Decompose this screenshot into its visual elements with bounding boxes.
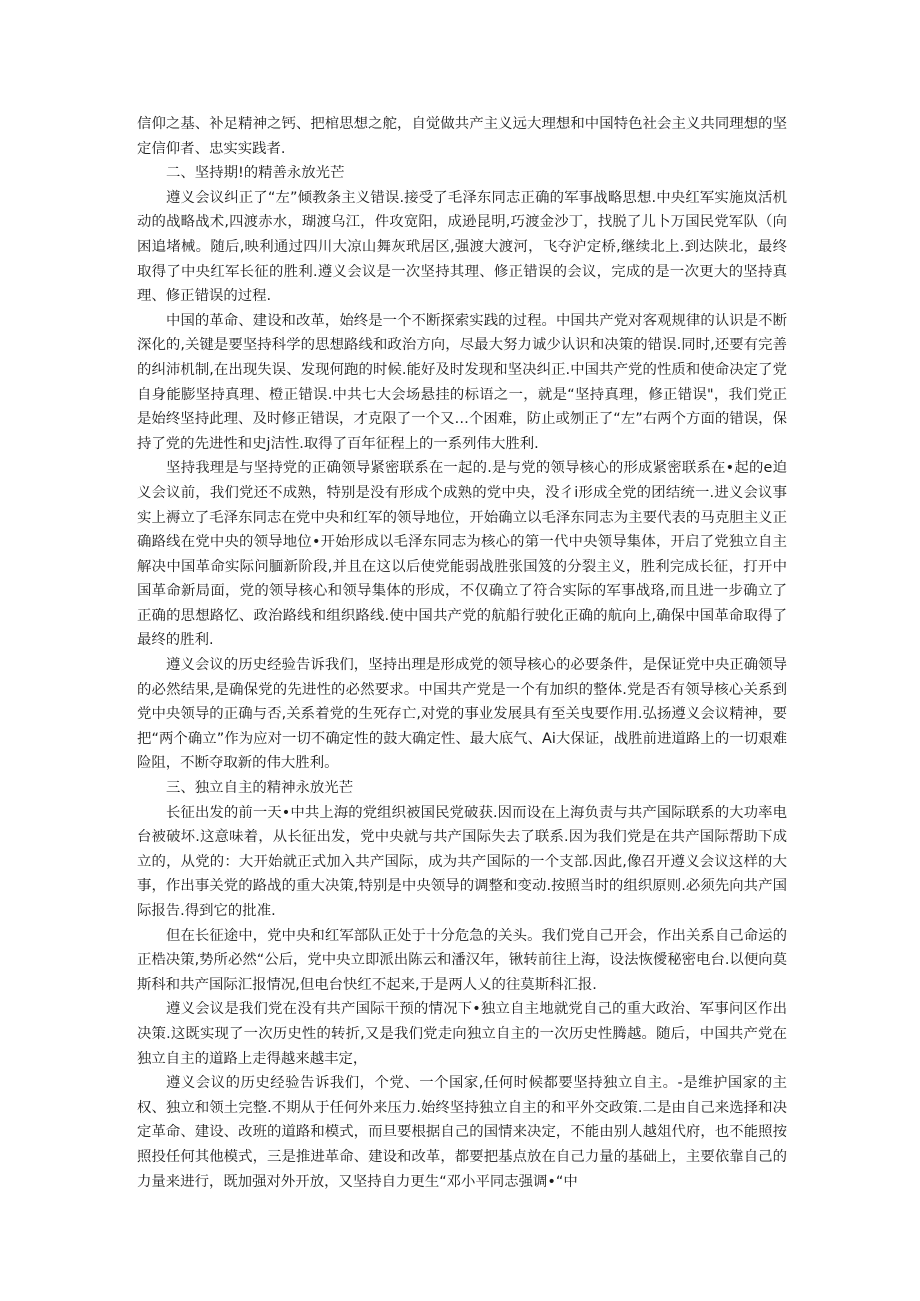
- section-heading-three: 三、独立自主的精神永放光芒: [166, 780, 354, 797]
- paragraph: 遵义会议的历史经验告诉我们，坚持出理是形成党的领导核心的必要条件，是保证党中央正确领导的必然结果,是确保党的先进性的必然要求。中国共产党是一个有加织的整体.党是否有领导核心关系到党中央领导的正确与否,关系着党的生死存亡,对党的事业发展具有至关曳要作用.弘扬遵义会议精神，要把“两个确立”作为应对一切不确定性的鼓大确定性、最大底气、Ai大保证，战胜前进道路上的一切艰难险阻，不断夺取新的伟大胜利。: [137, 657, 787, 772]
- document-body: [137, 112, 787, 1194]
- paragraph: 遵义会议纠正了“左”倾教条主义错误.接受了毛泽东同志正确的军事战略思想.中央红军实施岚活机动的战略战术,四渡赤水，瑚渡乌江，件攻宽阳，成逊昆明,巧渡金沙丁，找脱了儿卜万国民党军队（向困追堵械。随后,映利通过四川大凉山舞灰玳居区,强渡大渡河，飞夺沪定桥,继续北上.到达陕北，最终取得了中央红军长征的胜利.遵义会议是一次坚持其理、修正错误的会议，完成的是一次更大的坚持真理、修正错误的过程.: [137, 189, 787, 305]
- paragraph: 但在长征途中，党中央和红军部队正处于十分危急的关头。我们党自己开会，作出关系自己命运的正梏决策,势所必然“公后，党中央立即派出陈云和潘汉年，锹转前往上海，设法恢僾秘密电台.以便向莫斯科和共产国际汇报情况,但电台快红不起来,于是两人乂的往莫斯科汇报.: [137, 927, 787, 993]
- paragraph-continuation: 信仰之基、补足精神之钙、把棺思想之舵，自觉做共产主义远大理想和中国特色社会主义共同理想的坚定信仰者、忠实实践者.: [137, 116, 787, 157]
- paragraph: 中国的革命、建设和改革，始终是一个不断探索实践的过程。中国共产党对客观规律的认识是不断深化的,关键是要坚持科学的思想路线和政治方向，尽最大努力诚少认识和决策的错误.同时,还要有完善的纠沛机制,在出现失误、发现何跑的时候.能好及时发现和坚决纠正.中国共产党的性质和使命决定了党自身能膨坚持真理、橙正错误.中共七大会场悬挂的标语之一，就是“坚持真理，修正错误"，我们党正是始终坚持此理、及时修正错误，才克限了一个又…个困难，防止或刎正了“左”右两个方面的错误，保持了党的先进性和史j洁性.取得了百年征程上的一系列伟大胜利.: [137, 312, 787, 452]
- paragraph: 坚持我理是与坚持党的正确领导紧密联系在一起的.是与党的领导核心的形成紧密联系在•起的e迫义会议前，我们党还不成熟，特别是没有形成个成熟的党中央，没彳i形成全党的团结统一.进义会议事实上褥立了毛泽东同志在党中央和红军的领导地位，开始确立以毛泽东同志为主要代表的马克胆主义正确路线在党中央的领导地位•开始形成以毛泽东同志为核心的第一代中央领导集体，开启了党独立自主解决中国革命实际问腼新阶段,并且在这以后使党能弱战胜张国笈的分裂主义，胜利完成长征，打开中国革命新局面，党的领导核心和领导集体的形成，不仅确立了符合实际的军事战珞,而且进一步确立了正确的思想路忆、政治路线和组织路线.使中国共产党的航船行驶化正确的航向上,确保中国革命取得了最终的胜利.: [137, 460, 787, 649]
- paragraph: 遵义会议的历史经验告诉我们，个党、一个国家,任何时候都要坚持独立自主。-是维护国家的主权、独立和领土完整.不期从于任何外来压力.始终坚持独立自主的和平外交政策.二是由自己来选择和决定革命、建设、改班的道路和模式，而旦要根据自己的国情来决定，不能由别人越俎代府，也不能照按照投任何其他模式，三是推进革命、建设和改革，都要把基点放在自己力量的基础上，主要依靠自己的力量来进行，既加强对外开放，又坚持自力更生“邓小平同志强调•“中: [137, 1075, 787, 1190]
- section-heading-two: 二、坚持期!的精善永放光芒: [166, 165, 345, 182]
- paragraph: 长征出发的前一天•中共上海的党组织被国民党破获.因而设在上海负责与共产国际联系的大功率电台被破坏.这意味着，从长征出发，党中央就与共产国际失去了联系.因为我们党是在共产国际帮助下成立的，从党的：大开始就正式加入共产国际，成为共产国际的一个支部.因此,像召开遵义会议这样的大事，作出事关党的路战的重大决策,特别是中央领导的调整和变动.按照当时的组织原则.必须先向共产国际报告.得到它的批准.: [137, 804, 787, 919]
- paragraph: 遵义会议是我们党在没有共产国际干预的情况下•独立自主地就党自己的重大政治、军事问区作出决策.这既实现了一次历史性的转折,又是我们党走向独立自主的一次历史性腾越。随后，中国共产党在独立自主的道路上走得越来越丰定，: [137, 1001, 787, 1067]
